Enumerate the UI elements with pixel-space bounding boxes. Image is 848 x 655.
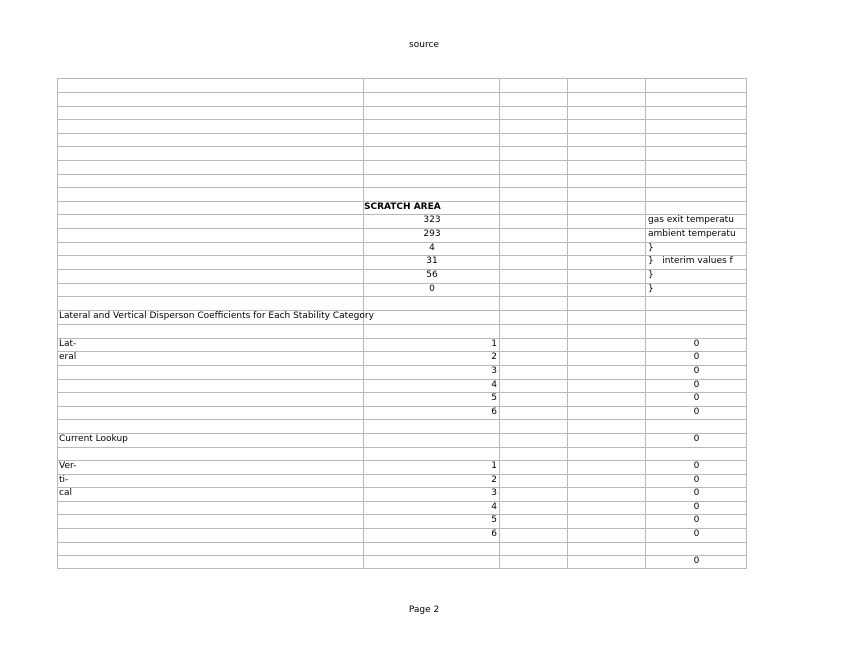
page-header-title: source xyxy=(409,40,439,50)
vertical-index[interactable]: 5 xyxy=(491,515,497,525)
vertical-result[interactable]: 0 xyxy=(693,488,700,498)
lateral-result[interactable]: 0 xyxy=(693,352,700,362)
lateral-index[interactable]: 4 xyxy=(491,380,497,390)
grid-row-line xyxy=(57,542,747,543)
section-title: Lateral and Vertical Disperson Coefficients for Each Stability Category xyxy=(59,311,374,321)
lateral-index[interactable]: 6 xyxy=(491,407,497,417)
vertical-result[interactable]: 0 xyxy=(693,475,700,485)
grid-row-line xyxy=(57,419,747,420)
lateral-index[interactable]: 2 xyxy=(491,352,497,362)
scratch-value[interactable]: 293 xyxy=(423,229,441,239)
scratch-value[interactable]: 4 xyxy=(429,243,435,253)
scratch-value[interactable]: 323 xyxy=(423,215,441,225)
lateral-index[interactable]: 5 xyxy=(491,393,497,403)
vertical-result[interactable]: 0 xyxy=(693,502,700,512)
lateral-label: Lat- xyxy=(59,339,77,349)
grid-row-line xyxy=(57,187,747,188)
current-lookup-label: Current Lookup xyxy=(59,434,128,444)
grid-row-line xyxy=(57,433,747,434)
scratch-note: } interim values f xyxy=(648,256,733,266)
grid-row-line xyxy=(57,78,747,79)
grid-row-line xyxy=(57,92,747,93)
scratch-area-title: SCRATCH AREA xyxy=(364,202,441,212)
scratch-note: } xyxy=(648,284,654,294)
vertical-index[interactable]: 1 xyxy=(491,461,497,471)
grid-row-line xyxy=(57,119,747,120)
current-lookup-value[interactable]: 0 xyxy=(693,434,700,444)
page-footer-number: Page 2 xyxy=(408,605,440,615)
lateral-result[interactable]: 0 xyxy=(693,366,700,376)
grid-row-line xyxy=(57,447,747,448)
scratch-note: } xyxy=(648,270,654,280)
grid-row-line xyxy=(57,555,747,556)
lateral-result[interactable]: 0 xyxy=(693,339,700,349)
scratch-note: } xyxy=(648,243,654,253)
vertical-label: ti- xyxy=(59,475,69,485)
scratch-value[interactable]: 0 xyxy=(429,284,435,294)
vertical-index[interactable]: 2 xyxy=(491,475,497,485)
vertical-label: cal xyxy=(59,488,72,498)
grid-column-line xyxy=(567,78,568,569)
vertical-index[interactable]: 4 xyxy=(491,502,497,512)
vertical-result[interactable]: 0 xyxy=(693,515,700,525)
grid-row-line xyxy=(57,324,747,325)
grid-column-line xyxy=(499,78,500,569)
lateral-result[interactable]: 0 xyxy=(693,393,700,403)
grid-row-line xyxy=(57,568,747,569)
vertical-label: Ver- xyxy=(59,461,77,471)
scratch-value[interactable]: 56 xyxy=(426,270,438,280)
vertical-index[interactable]: 3 xyxy=(491,488,497,498)
grid-row-line xyxy=(57,106,747,107)
grid-row-line xyxy=(57,174,747,175)
vertical-index[interactable]: 6 xyxy=(491,529,497,539)
lateral-index[interactable]: 1 xyxy=(491,339,497,349)
grid-column-line xyxy=(57,78,58,569)
grid-row-line xyxy=(57,146,747,147)
scratch-value[interactable]: 31 xyxy=(426,256,438,266)
scratch-note: gas exit temperatu xyxy=(648,215,734,225)
lateral-index[interactable]: 3 xyxy=(491,366,497,376)
grid-row-line xyxy=(57,133,747,134)
lateral-label: eral xyxy=(59,352,77,362)
grid-row-line xyxy=(57,296,747,297)
scratch-note: ambient temperatu xyxy=(648,229,736,239)
spreadsheet xyxy=(57,78,747,569)
grid-row-line xyxy=(57,160,747,161)
vertical-result[interactable]: 0 xyxy=(693,529,700,539)
lateral-result[interactable]: 0 xyxy=(693,407,700,417)
vertical-result[interactable]: 0 xyxy=(693,461,700,471)
final-value[interactable]: 0 xyxy=(693,556,700,566)
lateral-result[interactable]: 0 xyxy=(693,380,700,390)
